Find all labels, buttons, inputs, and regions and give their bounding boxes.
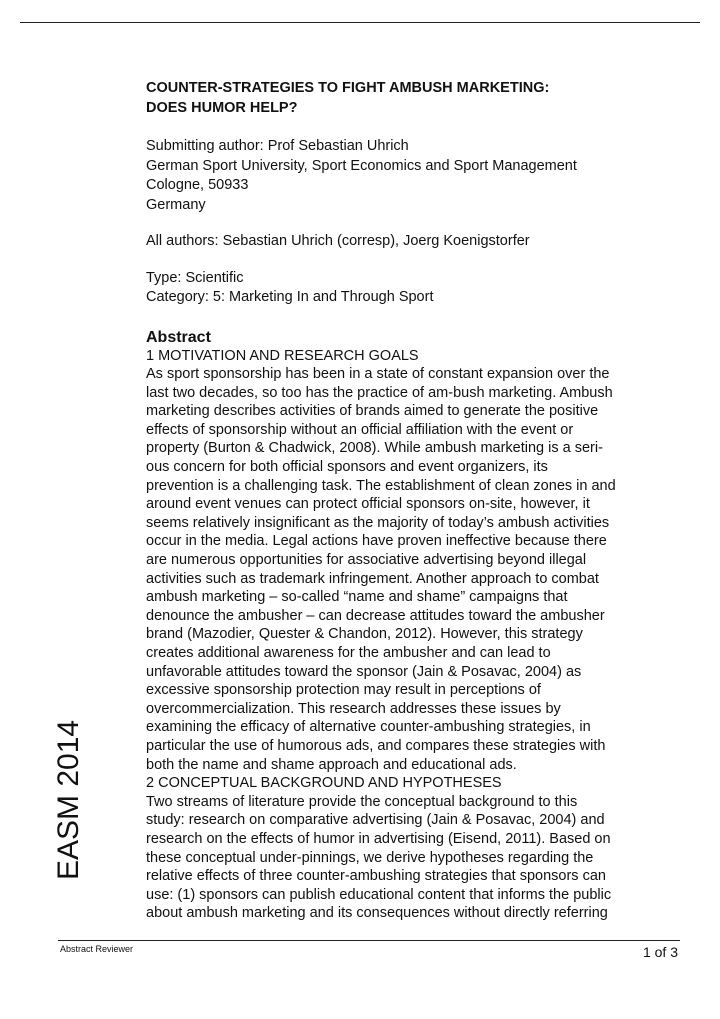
side-label: EASM 2014 [52,719,85,880]
body-line: overcommercialization. This research addresses these issues by [146,700,561,717]
body-line: ambush marketing – so-called “name and shame” campaigns that [146,589,568,606]
body-line: particular the use of humorous ads, and compares these strategies with [146,737,606,754]
body-line: excessive sponsorship protection may result in perceptions of [146,682,541,699]
body-line: denounce the ambusher – can decrease attitudes toward the ambusher [146,607,605,624]
body-line: last two decades, so too has the practice of am-bush marketing. Ambush [146,384,613,401]
country: Germany [146,196,206,213]
footer-label: Abstract Reviewer [60,944,134,954]
body-line: effects of sponsorship without an official affiliation with the event or [146,421,574,438]
body-line: As sport sponsorship has been in a state of constant expansion over the [146,366,610,383]
body-line: these conceptual under-pinnings, we derive hypotheses regarding the [146,849,594,866]
body-line: ous concern for both official sponsors and event organizers, its [146,459,548,476]
body-line: seems relatively insignificant as the majority of today’s ambush activities [146,514,610,531]
submitting-author: Submitting author: Prof Sebastian Uhrich [146,138,409,154]
body-line: Two streams of literature provide the conceptual background to this [146,793,578,810]
body-line: creates additional awareness for the ambusher and can lead to [146,645,551,661]
body-line: around event venues can protect official sponsors on-site, however, it [146,496,590,513]
body-line: both the name and shame approach and educational ads. [146,756,517,773]
body-line: examining the efficacy of alternative counter-ambushing strategies, in [146,719,591,736]
body-line: use: (1) sponsors can publish educational content that informs the public [146,886,612,903]
body-line: marketing describes activities of brands aimed to generate the positive [146,403,599,420]
body-line: activities such as trademark infringement. Another approach to combat [146,570,599,587]
all-authors: All authors: Sebastian Uhrich (corresp), Joerg Koenigstorfer [146,233,530,249]
body-line: are numerous opportunities for associative advertising beyond illegal [146,552,587,569]
body-line: 2 CONCEPTUAL BACKGROUND AND HYPOTHESES [146,775,502,792]
abstract-body [146,347,666,923]
body-line: unfavorable attitudes toward the sponsor (Jain & Posavac, 2004) as [146,663,582,680]
bottom-rule [58,940,680,941]
body-line: occur in the media. Legal actions have proven ineffective because there [146,533,607,550]
affiliation: German Sport University, Sport Economics and Sport Management [146,157,577,174]
document-content [146,78,666,923]
body-line: about ambush marketing and its consequences without directly referring [146,905,608,922]
page-number: 1 of 3 [642,944,678,960]
author-block [146,137,666,215]
document-title [146,78,666,118]
body-line: property (Burton & Chadwick, 2008). While ambush marketing is a seri- [146,440,603,457]
body-line: 1 MOTIVATION AND RESEARCH GOALS [146,347,419,364]
category-line: Category: 5: Marketing In and Through Sport [146,289,434,305]
body-line: prevention is a challenging task. The establishment of clean zones in and [146,477,616,494]
body-line: research on the effects of humor in advertising (Eisend, 2011). Based on [146,830,611,847]
title-line: DOES HUMOR HELP? [146,100,298,116]
top-rule [20,22,700,23]
body-line: brand (Mazodier, Quester & Chandon, 2012). However, this strategy [146,626,583,643]
body-line: study: research on comparative advertising (Jain & Posavac, 2004) and [146,812,605,829]
city: Cologne, 50933 [146,177,249,193]
body-line: relative effects of three counter-ambushing strategies that sponsors can [146,868,606,885]
title-line: COUNTER-STRATEGIES TO FIGHT AMBUSH MARKETING: [146,80,550,96]
abstract-heading: Abstract [146,328,211,346]
type-line: Type: Scientific [146,269,244,286]
